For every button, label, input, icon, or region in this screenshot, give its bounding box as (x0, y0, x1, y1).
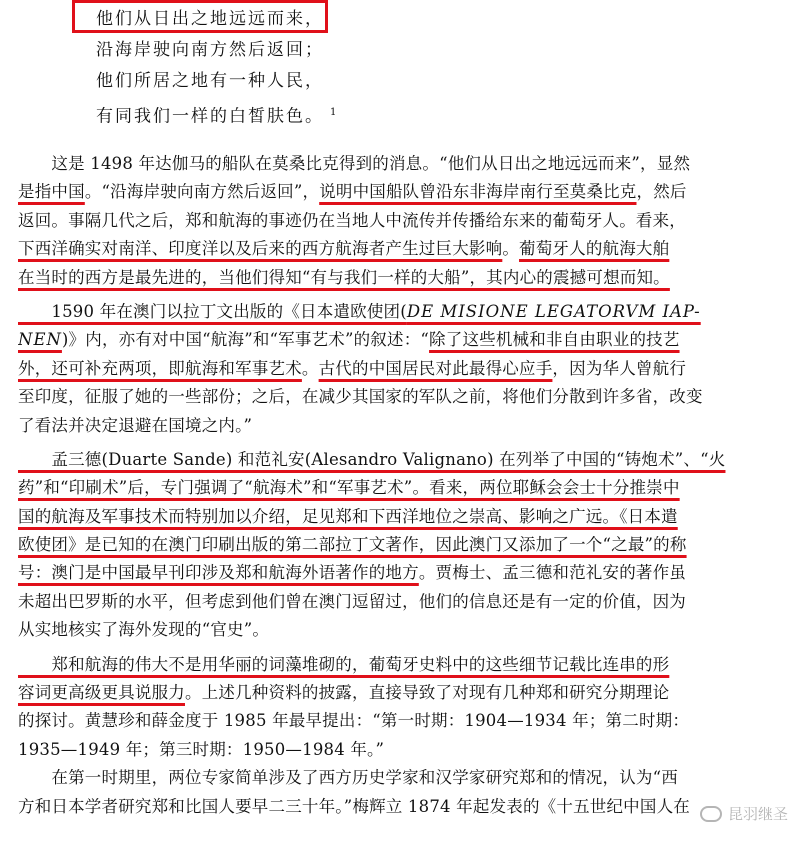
underlined-text: 除了这些机械和非自由职业的技艺 (429, 330, 680, 350)
text-segment: 从实地核实了海外发现的“官史”。 (18, 620, 270, 640)
text-segment: ，然后 (636, 182, 687, 202)
text-line (18, 383, 790, 411)
text-line (18, 679, 790, 707)
underlined-text: 在当时的西方是最先进的，当他们得知“有与我们一样的大船”，其内心的震撼可想而知。 (18, 267, 670, 287)
text-line (18, 235, 790, 263)
underlined-text: 古代的中国居民对此最得心应手 (318, 358, 553, 378)
underlined-text: 下西洋确实对南洋、印度洋以及后来的西方航海者产生过巨大影响 (18, 239, 503, 259)
text-segment: 。贾梅士、孟三德和范礼安的著作虽 (418, 563, 687, 583)
watermark-text: 昆羽继圣 (727, 805, 788, 823)
text-line (18, 412, 790, 440)
wechat-icon (700, 806, 722, 822)
underlined-text: 国的航海及军事技术而特别加以介绍，足见郑和下西洋地位之崇高、影响之广远。《日本遣 (18, 506, 678, 526)
text-line (18, 531, 790, 559)
text-line (18, 707, 790, 735)
poem-line: 沿海岸驶向南方然后返回； (96, 40, 324, 60)
poem-line-text: 有同我们一样的白皙肤色。 (96, 106, 324, 127)
underlined-text: 说明中国船队曾沿东非海岸南行至莫桑比克 (319, 182, 637, 202)
text-segment: 方和日本学者研究郑和比国人要早二三十年。”梅辉立 1874 年起发表的《十五世纪中国人在 (18, 796, 690, 816)
watermark (700, 803, 788, 824)
underlined-text: 容词更高级更具说服力 (18, 683, 185, 703)
underlined-text: 郑和航海的伟大不是用华丽的词藻堆砌的，葡萄牙史料中的这些细节记载比连串的形 (18, 654, 670, 674)
underlined-text: 孟三德(Duarte Sande) 和范礼安(Alesandro Valignano) 在列举了中国的“铸炮术”、“火 (18, 449, 726, 469)
text-segment: 。 (301, 358, 319, 378)
text-line (18, 651, 790, 679)
underlined-text: 欧使团》是已知的在澳门印刷出版的第二部拉丁文著作，因此澳门又添加了一个“之最”的称 (18, 535, 687, 555)
text-line (18, 559, 790, 587)
poem-line (96, 97, 338, 133)
red-highlight-box (72, 0, 328, 33)
text-segment: 。“沿海岸驶向南方然后返回”， (84, 182, 320, 202)
text-line (18, 264, 790, 292)
article-body (18, 150, 790, 821)
poem-line: 他们所居之地有一种人民， (96, 71, 324, 91)
text-line (18, 207, 790, 235)
text-line (18, 355, 790, 383)
underlined-text: 葡萄牙人的航海大舶 (519, 239, 670, 259)
text-line (18, 793, 790, 821)
text-line (18, 588, 790, 616)
text-line (18, 764, 790, 792)
text-line (18, 178, 790, 206)
underlined-text: 1590 年在澳门以拉丁文出版的《日本遣欧使团( (18, 301, 407, 321)
text-line (18, 616, 790, 644)
text-line (18, 446, 790, 474)
text-line (18, 503, 790, 531)
text-line (18, 474, 790, 502)
text-segment: 了看法并决定退避在国境之内。” (18, 415, 253, 435)
poem-line: 他们从日出之地远远而来， (96, 9, 324, 29)
underlined-text: 号：澳门是中国最早刊印涉及郑和航海外语著作的地方 (18, 563, 419, 583)
underlined-text: 是指中国 (18, 182, 85, 202)
text-line (18, 298, 790, 326)
text-line (18, 736, 790, 764)
text-segment: 未超出巴罗斯的水平，但考虑到他们曾在澳门逗留过，他们的信息还是有一定的价值，因为 (18, 591, 686, 611)
underlined-text: NEN (18, 330, 62, 350)
text-segment: 1935—1949 年；第三时期：1950—1984 年。” (18, 739, 385, 759)
text-segment: 在第一时期里，两位专家简单涉及了西方历史学家和汉学家研究郑和的情况，认为“西 (18, 768, 678, 788)
text-segment: 的探讨。黄慧珍和薛金度于 1985 年最早提出：“第一时期：1904—1934 年；第二时期： (18, 711, 690, 731)
underlined-text: 外，还可补充两项，即航海和军事艺术 (18, 358, 302, 378)
text-segment: 。上述几种资料的披露，直接导致了对现有几种郑和研究分期理论 (185, 683, 670, 703)
text-segment: )》内，亦有对中国“航海”和“军事艺术”的叙述：“ (61, 330, 430, 350)
text-segment: 至印度，征服了她的一些部份；之后，在减少其国家的军队之前，将他们分散到许多省，改变 (18, 387, 703, 407)
text-segment: ，因为华人曾航行 (552, 358, 687, 378)
text-segment: 返回。事隔几代之后，郑和航海的事迹仍在当地人中流传并传播给东来的葡萄牙人。看来， (18, 210, 686, 230)
text-line (18, 326, 790, 354)
text-line (18, 150, 790, 178)
text-segment: 这是 1498 年达伽马的船队在莫桑比克得到的消息。“他们从日出之地远远而来”，显然 (18, 154, 691, 173)
underlined-text: 药”和“印刷术”后，专门强调了“航海术”和“军事艺术”。看来，两位耶稣会会士十分推崇中 (18, 478, 680, 498)
underlined-text: DE MISIONE LEGATORVM IAP- (406, 301, 701, 321)
footnote-mark: 1 (330, 107, 339, 118)
text-segment: 。 (502, 239, 520, 259)
